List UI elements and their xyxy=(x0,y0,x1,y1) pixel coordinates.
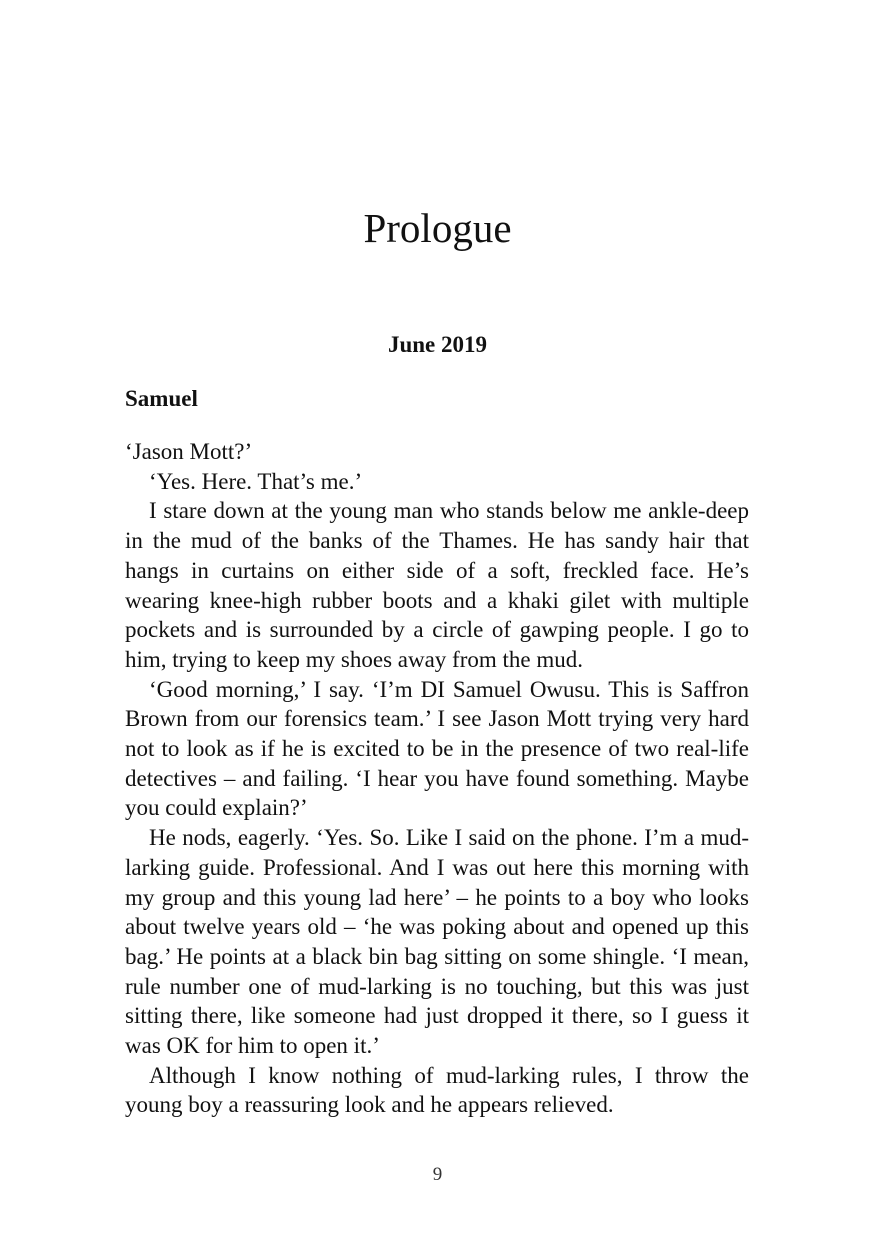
paragraph: ‘Jason Mott?’ xyxy=(125,439,253,464)
paragraph: ‘Yes. Here. That’s me.’ xyxy=(149,468,363,494)
chapter-title: Prologue xyxy=(363,205,512,251)
chapter-date: June 2019 xyxy=(387,332,488,357)
paragraph: I stare down at the young man who stands below me ankle-deep in the mud of the banks of the Thames. He has sandy hair that hangs in curtains on either side of a soft, freckled face. He’s wearing knee-high rubber boots and a khaki gilet with multiple pockets and is surrounded by a circle of gawping people. I go to him, trying to keep my shoes away from the mud. xyxy=(125,498,749,672)
paragraph: Although I know nothing of mud-larking rules, I throw the young boy a reassuring look and he appears relieved. xyxy=(125,1062,749,1118)
paragraph: He nods, eagerly. ‘Yes. So. Like I said on the phone. I’m a mud-larking guide. Professional. And I was out here this morning with my group and this young lad here’ – he points to a boy who looks about twelve years old – ‘he was poking about and opened up this bag.’ He points at a black bin bag sitting on some shingle. ‘I mean, rule number one of mud-larking is no touching, but this was just sitting there, like someone had just dropped it there, so I guess it was OK for him to open it.’ xyxy=(125,825,749,1059)
body-text xyxy=(125,437,749,1120)
narrator-heading: Samuel xyxy=(125,386,198,411)
paragraph: ‘Good morning,’ I say. ‘I’m DI Samuel Owusu. This is Saffron Brown from our forensics team.’ I see Jason Mott trying very hard not to look as if he is excited to be in the presence of two real-life detectives – and failing. ‘I hear you have found something. Maybe you could explain?’ xyxy=(125,676,749,821)
page-number: 9 xyxy=(432,1164,443,1185)
